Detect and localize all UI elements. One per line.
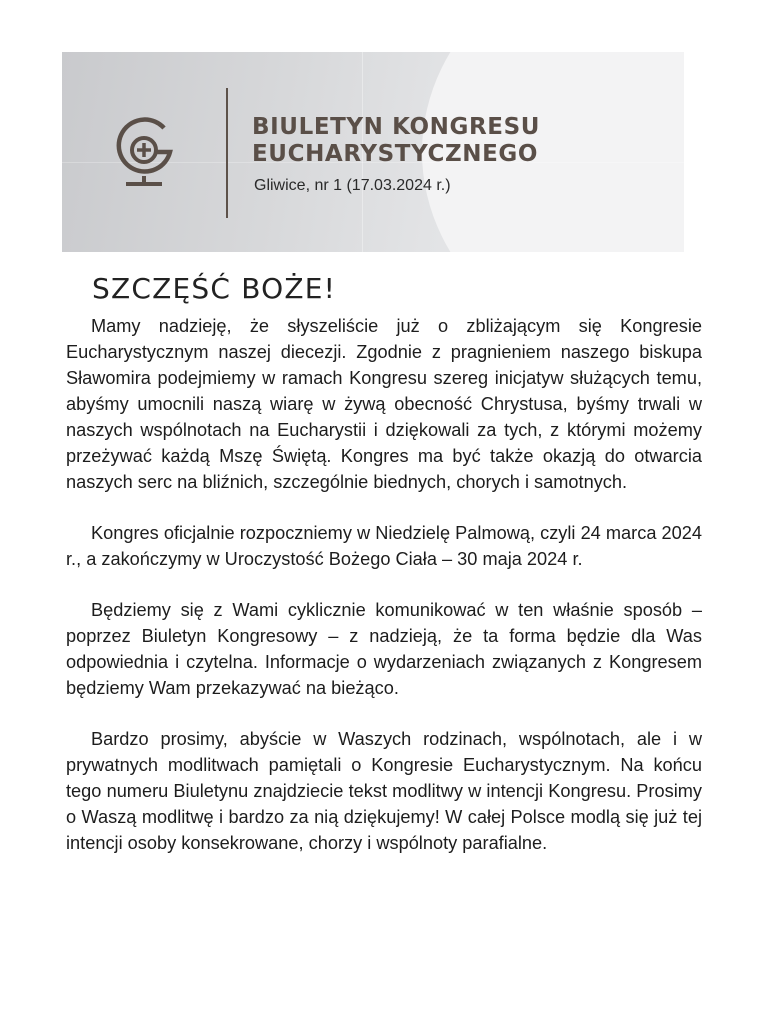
bulletin-issue-info: Gliwice, nr 1 (17.03.2024 r.): [254, 177, 451, 194]
paragraph: Kongres oficjalnie rozpoczniemy w Niedzielę Palmową, czyli 24 marca 2024 r., a zakończymy w Uroczystość Bożego Ciała – 30 maja 2024 r.: [66, 523, 702, 569]
bulletin-title-line-1: BIULETYN KONGRESU: [252, 114, 541, 140]
paragraph: Bardzo prosimy, abyście w Waszych rodzinach, wspólnotach, ale i w prywatnych modlitwach pamiętali o Kongresie Eucharystycznym. Na końcu tego numeru Biuletynu znajdziecie tekst modlitwy w intencji Kongresu. Prosimy o Waszą modlitwę i bardzo za nią dziękujemy! W całej Polsce modlą się już tej intencji osoby konsekrowane, chorzy i wspólnoty parafialne.: [66, 729, 702, 853]
article-body: [66, 313, 702, 881]
header-divider: [226, 88, 228, 218]
bulletin-title-line-2: EUCHARYSTYCZNEGO: [252, 141, 539, 167]
paragraph: Będziemy się z Wami cyklicznie komunikować w ten właśnie sposób – poprzez Biuletyn Kongresowy – z nadzieją, że ta forma będzie dla Was odpowiednia i czytelna. Informacje o wydarzeniach związanych z Kongresem będziemy Wam przekazywać na bieżąco.: [66, 600, 702, 698]
bulletin-header: [62, 52, 684, 252]
paragraph: Mamy nadzieję, że słyszeliście już o zbliżającym się Kongresie Eucharystycznym naszej diecezji. Zgodnie z pragnieniem naszego biskupa Sławomira podejmiemy w ramach Kongresu szereg inicjatyw służących temu, abyśmy umocnili naszą wiarę w żywą obecność Chrystusa, byśmy trwali w naszych wspólnotach na Eucharystii i dziękowali za tych, z którymi możemy przeżywać każdą Mszę Świętą. Kongres ma być także okazją do otwarcia naszych serc na bliźnich, szczególnie biednych, chorych i samotnych.: [66, 316, 702, 492]
monstrance-cross-logo-icon: [112, 116, 176, 188]
greeting-heading: SZCZĘŚĆ BOŻE!: [92, 272, 337, 305]
